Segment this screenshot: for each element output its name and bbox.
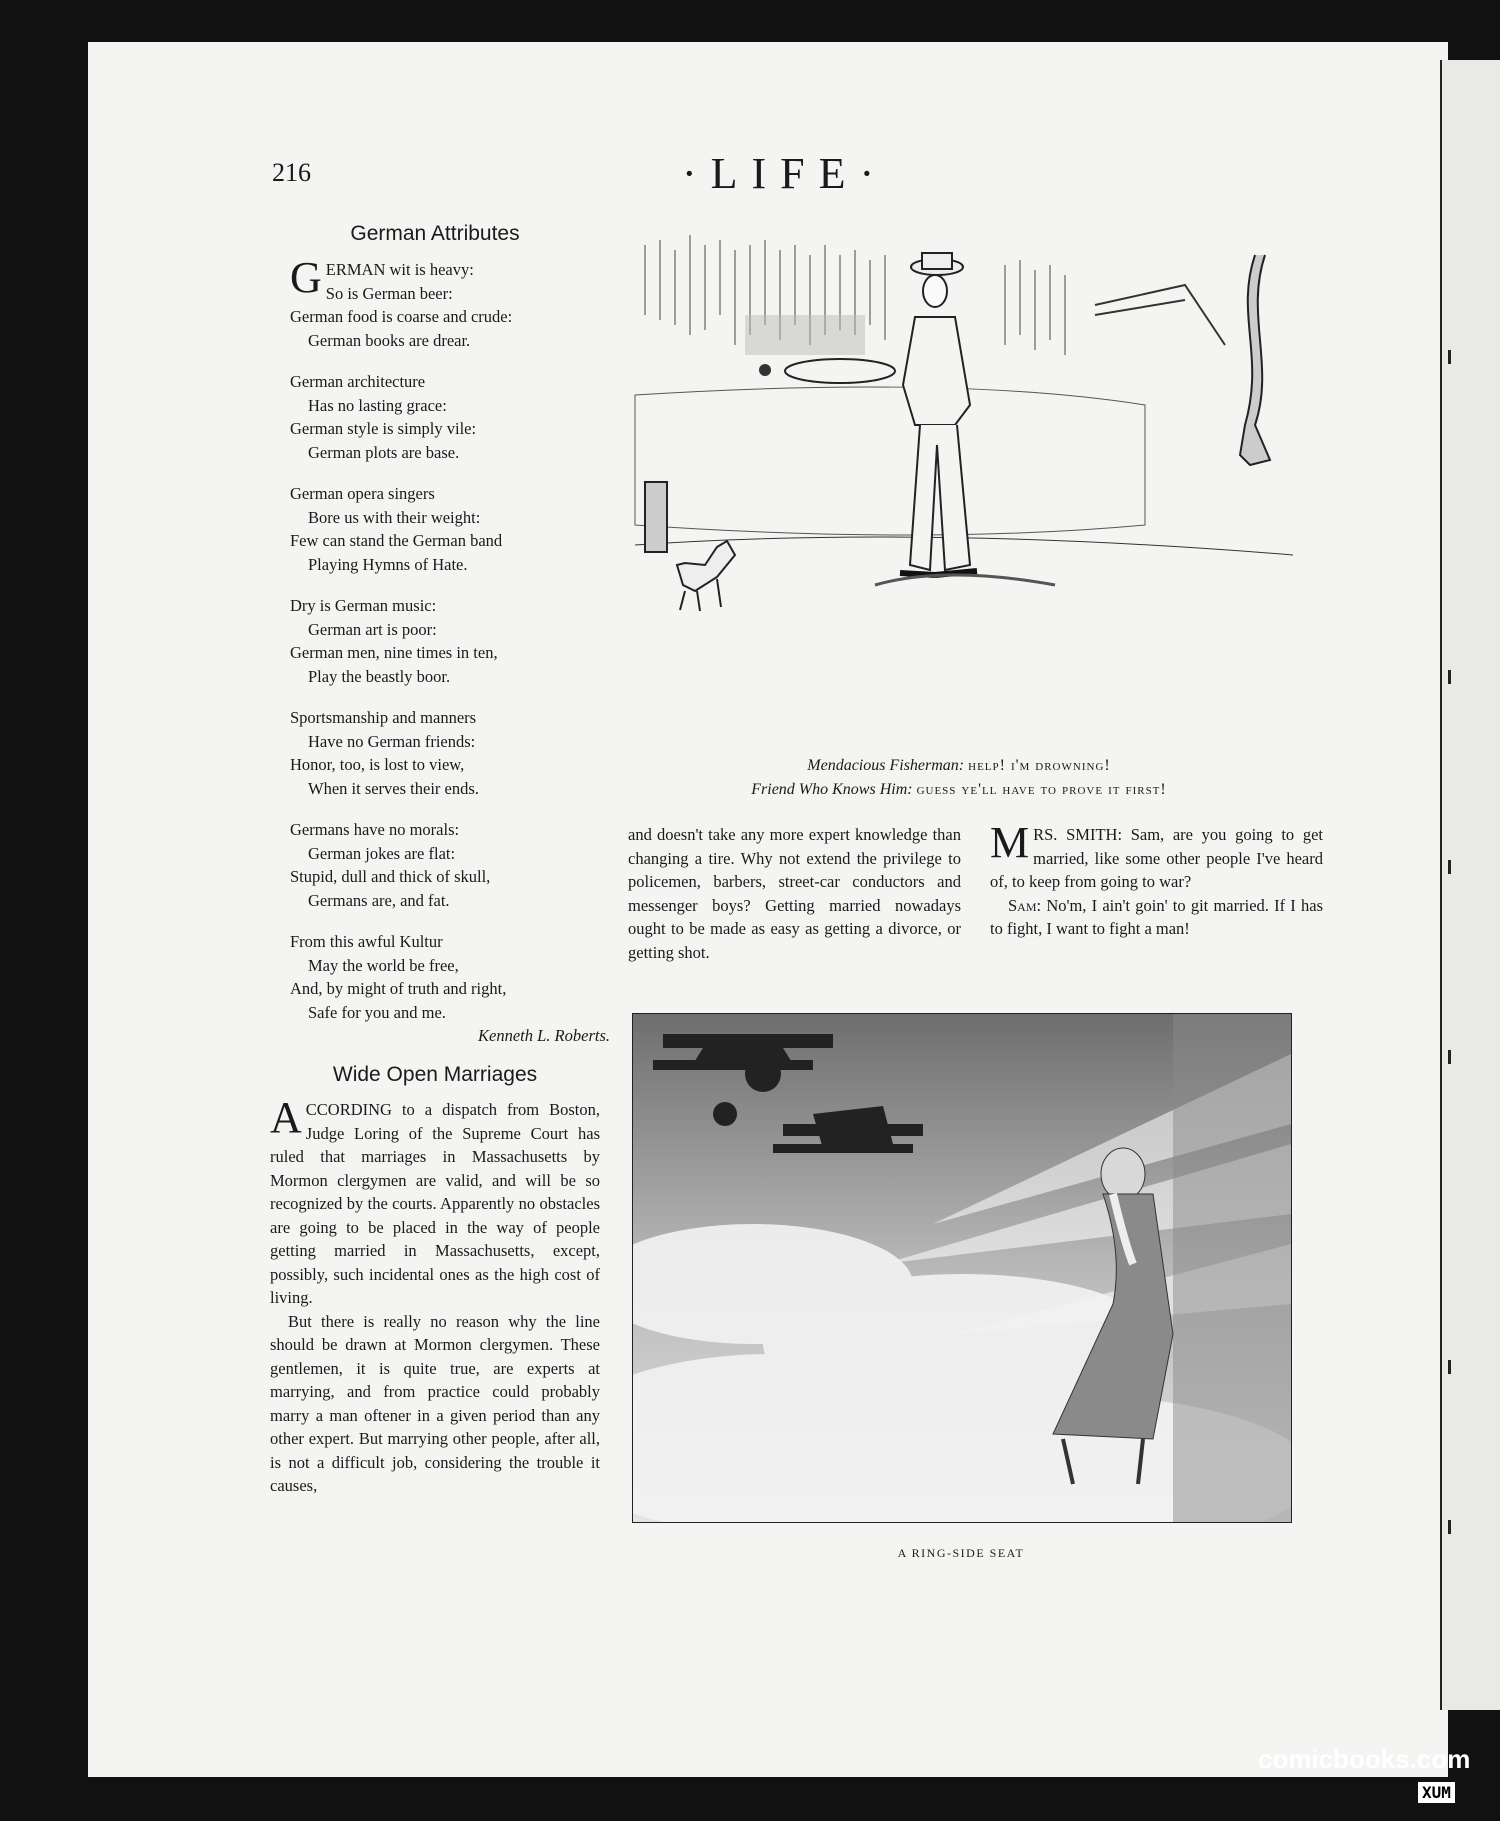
poem-line: German opera singers [290, 484, 435, 503]
facing-page-edge [1440, 60, 1500, 1710]
caption-line: guess ye'll have to prove it first! [916, 781, 1167, 798]
dialogue-joke [990, 818, 1324, 941]
fisherman-cartoon-illustration [625, 225, 1293, 725]
poem-line: Play the beastly boor. [308, 666, 451, 686]
poem-line: Dry is German music: [290, 596, 437, 615]
article-paragraph: But there is really no reason why the line should be drawn at Mormon clergymen. These gentlemen, it is quite true, are experts at marrying, and from practice could probably marry a man oftener in a given period than any other expert. But marrying other people, after all, is not a difficult job, considering the trouble it causes, [270, 1311, 600, 1495]
poem-stanza [290, 370, 610, 464]
poem-line: German plots are base. [308, 442, 460, 462]
dialogue-line: RS. SMITH: Sam, are you going to get married, like some other people I've heard of, to keep from going to war? [990, 825, 1323, 891]
poem-line: May the world be free, [308, 955, 459, 975]
poem-line: German jokes are flat: [308, 843, 456, 863]
poem-line: German books are drear. [308, 330, 471, 350]
masthead-title: ·LIFE· [682, 149, 889, 198]
poem-line: Honor, too, is lost to view, [290, 755, 465, 774]
dialogue-speaker: Sam: [1008, 895, 1042, 915]
poem-line: Germans are, and fat. [308, 890, 450, 910]
poem-stanza [290, 706, 610, 800]
poem-line: When it serves their ends. [308, 778, 479, 798]
poem-line: German architecture [290, 372, 426, 391]
poem-line: Few can stand the German band [290, 531, 503, 550]
article-dropcap: A [270, 1093, 302, 1142]
poem-stanza [290, 818, 610, 912]
article-paragraph: CCORDING to a dispatch from Boston, Judge Loring of the Supreme Court has ruled that marriages in Massachusetts by Mormon clergymen are valid, and will be so recognized by the courts. Apparently no obstacles are going to be placed in the way of people getting married in Massachusetts, except, possibly, such incidental ones as the high cost of living. [270, 1100, 600, 1307]
poem-stanza [290, 594, 610, 688]
poem-line: German men, nine times in ten, [290, 643, 498, 662]
poem-line: ERMAN wit is heavy: [325, 260, 474, 279]
poem-line: Germans have no morals: [290, 820, 460, 839]
poem-title: German Attributes [350, 222, 520, 245]
page-number: 216 [272, 158, 311, 187]
poem-line: Playing Hymns of Hate. [308, 554, 468, 574]
article-column-2: and doesn't take any more expert knowledge than changing a tire. Why not extend the privilege to policemen, barbers, street-car conductors and messenger boys? Getting married nowadays ought to be made as easy as getting a divorce, or getting shot. [628, 825, 961, 962]
site-watermark: comicbooks.com [1258, 1744, 1471, 1774]
xum-badge: XUM [1418, 1782, 1455, 1803]
cartoon-caption [625, 754, 1293, 802]
caption-speaker: Mendacious Fisherman: [807, 757, 965, 774]
caption-line: help! i'm drowning! [968, 757, 1111, 774]
poem-stanza [290, 253, 610, 352]
ring-side-seat-illustration [632, 1013, 1292, 1523]
caption-speaker: Friend Who Knows Him: [751, 781, 913, 798]
plate-caption: A RING-SIDE SEAT [897, 1546, 1025, 1560]
poem-line: Safe for you and me. [308, 1002, 446, 1022]
poem-line: So is German beer: [325, 283, 453, 303]
poem-line: Stupid, dull and thick of skull, [290, 867, 491, 886]
poem-line: Bore us with their weight: [308, 507, 481, 527]
article-title: Wide Open Marriages [332, 1063, 538, 1086]
poem-line: German food is coarse and crude: [290, 307, 513, 326]
poem-line: Has no lasting grace: [308, 395, 447, 415]
poem-line: German art is poor: [308, 619, 437, 639]
poem-stanza [290, 930, 610, 1048]
poem-line: Sportsmanship and manners [290, 708, 477, 727]
article-column-1 [270, 1093, 600, 1498]
poem-line: From this awful Kultur [290, 932, 443, 951]
dialogue-line: No'm, I ain't goin' to git married. If I has to fight, I want to fight a man! [990, 895, 1324, 938]
poem-line: And, by might of truth and right, [290, 979, 507, 998]
poem-line: German style is simply vile: [290, 419, 477, 438]
poem-stanza [290, 482, 610, 576]
poem-body [290, 253, 610, 1048]
poem-signature: Kenneth L. Roberts. [478, 1026, 610, 1045]
dialogue-dropcap: M [990, 818, 1030, 867]
poem-dropcap: G [290, 253, 322, 302]
poem-line: Have no German friends: [308, 731, 476, 751]
